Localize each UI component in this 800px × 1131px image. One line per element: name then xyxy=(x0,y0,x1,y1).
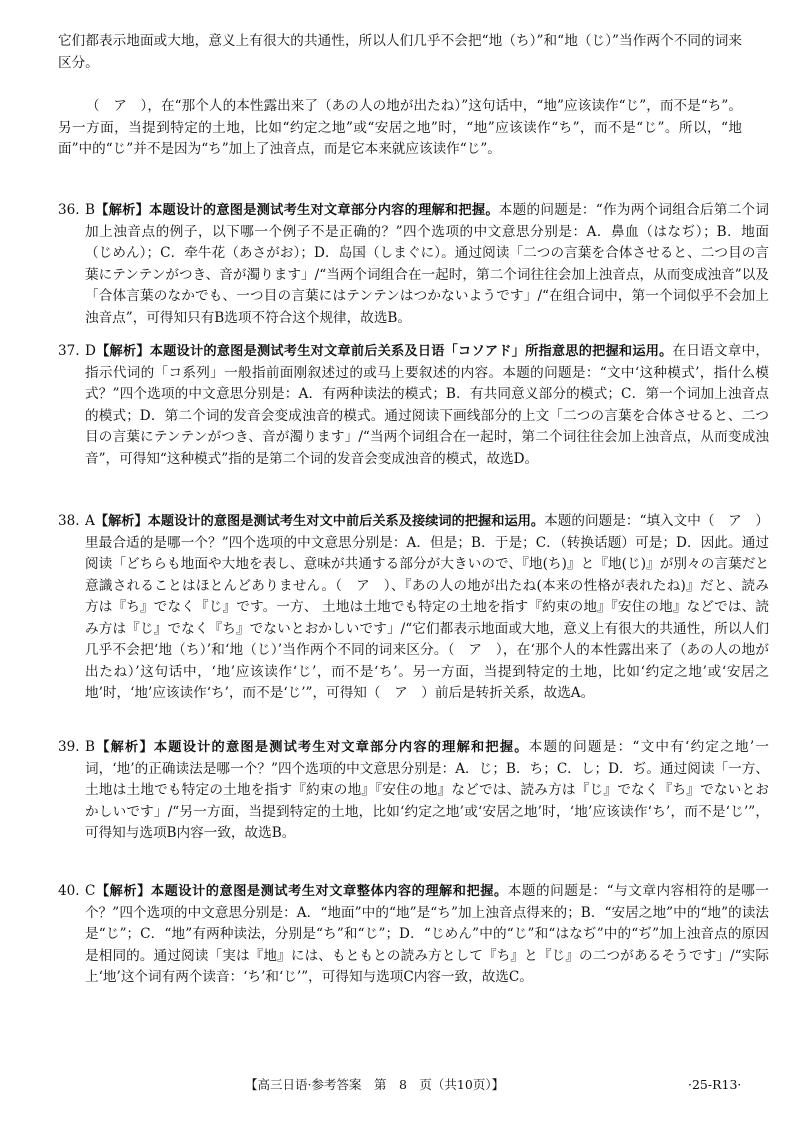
item-analysis-body: 在日语文章中，指示代词的「コ系列」一般指前面刚叙述过的或马上要叙述的内容。本题的问题是：“文中‘这种模式’，指什么模式？”四个选项的中文意思分别是：A．有两种读法的模式；B．有共同意义部分的模式；C．第一个词加上浊音点的模式；D．第二个词的发音会变成浊音的模式。通过阅读下画线部分的上文「二つの言葉を合体させると、二つ目の言葉にテンテンがつき、音が濁ります」/“当两个词组合在一起时，第二个词往往会加上浊音点，从而变成浊音”，可得知“这种模式”指的是第二个词的发音会变成浊音的模式，故选D。 xyxy=(85,343,770,467)
answer-item-39 xyxy=(58,737,769,845)
answer-item-38 xyxy=(58,511,769,705)
answer-item-36 xyxy=(58,200,769,329)
item-analysis-body: 本题的问题是：“作为两个词组合后第二个词加上浊音点的例子，以下哪一个例子不是正确的？”四个选项的中文意思分别是：A．鼻血（はなぢ）；B．地面（じめん）；C．牵牛花（あさがお）；D．岛国（しまぐに）。通过阅读「二つの言葉を合体させると、二つ目の言葉にテンテンがつき、音が濁ります」/“当两个词组合在一起时，第二个词往往会加上浊音点，从而变成浊音”以及「合体言葉のなかでも、一つ目の言葉にはテンテンはつかないようです」/“在组合词中，第一个词似乎不会加上浊音点”，可得知只有B选项不符合这个规律，故选B。 xyxy=(85,202,770,326)
item-answer: C xyxy=(85,883,96,899)
item-answer: A xyxy=(85,513,95,529)
item-analysis-body: 本题的问题是：“与文章内容相符的是哪一个？”四个选项的中文意思分别是：A．“地面”中的“地”是“ち”加上浊音点得来的；B．“安居之地”中的“地”的读法是“じ”；C．“地”有两种读法，分别是“ち”和“じ”；D．“じめん”中的“じ”和“はなぢ”中的“ぢ”加上浊音点的原因是相同的。通过阅读「実は『地』には、もともとの読み方として『ち』と『じ』の二つがあるそうです」/“实际上‘地’这个词有两个读音：‘ち’和‘じ’”，可得知与选项C内容一致，故选C。 xyxy=(85,883,769,985)
item-analysis-heading: 【解析】本题设计的意图是测试考生对文章部分内容的理解和把握。 xyxy=(95,740,529,755)
footer-page-title: 【高三日语·参考答案 第 8 页（共10页）】 xyxy=(245,1077,505,1092)
item-analysis-heading: 【解析】本题设计的意图是测试考生对文中前后关系及接续词的把握和运用。 xyxy=(94,514,545,529)
item-analysis-body: 本题的问题是：“文中有‘约定之地’一词，‘地’的正确读法是哪一个？”四个选项的中文意思分别是：A．じ；B．ち；C．し；D．ぢ。通过阅读「一方、 土地は土地でも特定の土地を指す『約束の地』『安住の地』などでは、読み方は『じ』でなく『ち』でないとおかしいです」/“另一方面，当提到特定的土地，比如‘约定之地’或‘安居之地’时，‘地’应该读作‘ち’，而不是‘じ’”，可得知与选项B内容一致，故选B。 xyxy=(85,739,770,841)
item-number: 40. xyxy=(58,883,80,899)
answer-item-40 xyxy=(58,881,769,989)
footer-code: ·25-R13· xyxy=(688,1077,742,1092)
item-number: 39. xyxy=(58,739,80,755)
item-number: 38. xyxy=(58,513,80,529)
item-analysis-heading: 【解析】本题设计的意图是测试考生对文章前后关系及日语「コソアド」所指意思的把握和运用。 xyxy=(95,344,673,359)
item-answer: B xyxy=(85,202,95,218)
intro-paragraph-1: 它们都表示地面或大地，意义上有很大的共通性，所以人们几乎不会把“地（ち）”和“地（じ）”当作两个不同的词来区分。 xyxy=(58,33,742,71)
item-analysis-heading: 【解析】本题设计的意图是测试考生对文章部分内容的理解和把握。 xyxy=(95,203,499,218)
item-answer: B xyxy=(85,739,95,755)
item-analysis-body: 本题的问题是：“填入文中（ ア ）里最合适的是哪一个？”四个选项的中文意思分别是：A．但是；B．于是；C．（转换话题）可是；D．因此。通过阅读「どちらも地面や大地を表し、意味が共通する部分が大きいので、『地(ち)』と『地(じ)』が別々の言葉だと意識されることはほとんどありません。（ ア ）、『あの人の地が出たね(本来の性格が表れたね)』だと、読み方は『ち』でなく『じ』です。一方、 土地は土地でも特定の土地を指す『約束の地』『安住の地』などでは、読み方は『じ』でなく『ち』でないとおかしいです」/“它们都表示地面或大地，意义上有很大的共通性，所以人们几乎不会把‘地（ち）’和‘地（じ）’当作两个不同的词来区分。（ ア ），在‘那个人的本性露出来了（あの人の地が出たね）’这句话中，‘地’应该读作‘じ’，而不是‘ち’。另一方面，当提到特定的土地，比如‘约定之地’或‘安居之地’时，‘地’应该读作‘ち’，而不是‘じ’”，可得知（ ア ）前后是转折关系，故选A。 xyxy=(85,513,769,701)
item-number: 37. xyxy=(58,343,80,359)
item-answer: D xyxy=(85,343,96,359)
item-analysis-heading: 【解析】本题设计的意图是测试考生对文章整体内容的理解和把握。 xyxy=(95,884,508,899)
intro-paragraph-2: （ ア ），在“那个人的本性露出来了（あの人の地が出たね）”这句话中，“地”应该读作“じ”，而不是“ち”。另一方面，当提到特定的土地，比如“约定之地”或“安居之地”时，“地”应该读作“ち”，而不是“じ”。所以，“地面”中的“じ”并不是因为“ち”加上了浊音点，而是它本来就应该读作“じ”。 xyxy=(58,98,742,157)
answer-item-37 xyxy=(58,341,769,470)
item-number: 36. xyxy=(58,202,80,218)
